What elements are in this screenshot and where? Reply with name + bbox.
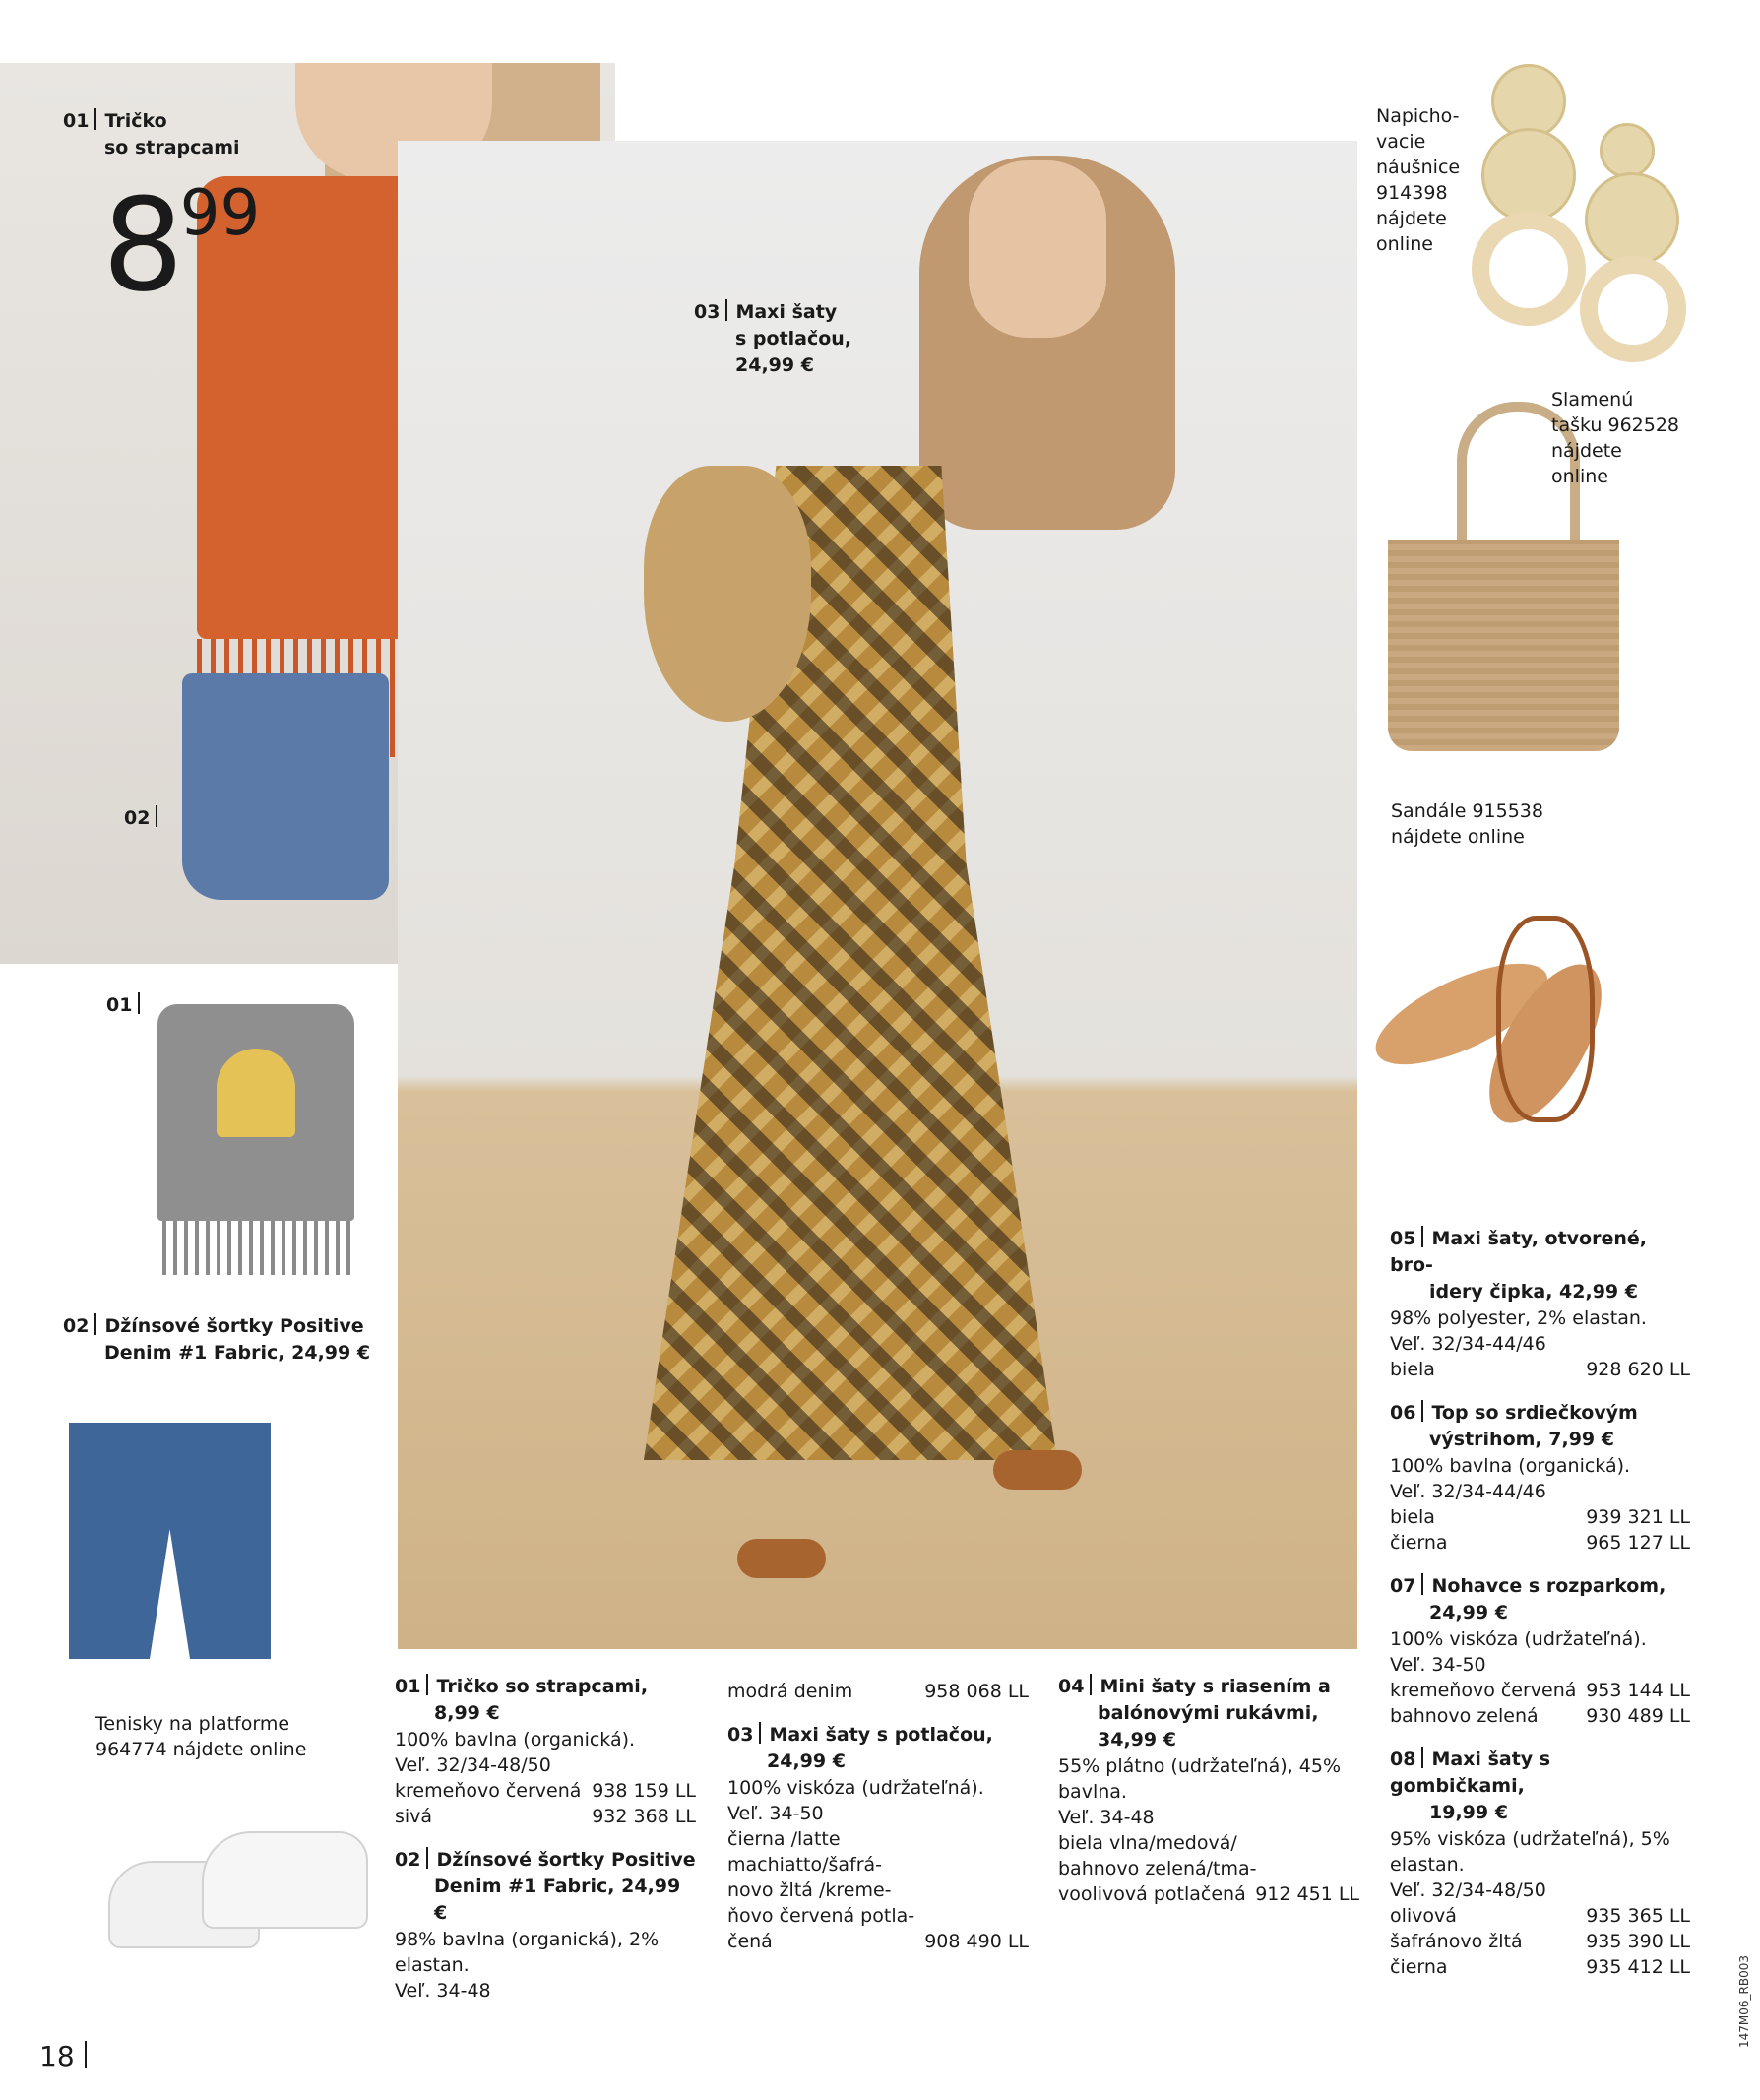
details-column-4 [1390, 1226, 1690, 1998]
color-row [1390, 1530, 1690, 1556]
product-material: 55% plátno (udržateľná), 45% [1058, 1755, 1342, 1777]
product-07 [1390, 1573, 1690, 1729]
product-title: Maxi šaty, otvorené, bro- [1390, 1228, 1647, 1276]
bag-body [1388, 540, 1619, 751]
product-material: 98% polyester, 2% elastan. [1390, 1307, 1647, 1329]
product-title: Nohavce s rozparkom, [1431, 1575, 1666, 1597]
color-name: modrá denim [727, 1681, 853, 1702]
product-title: Maxi šaty s gombičkami, [1390, 1749, 1551, 1797]
details-column-3 [1058, 1674, 1359, 1925]
color-line: biela vlna/medová/ [1058, 1832, 1237, 1854]
product-sizes: Veľ. 34-50 [727, 1803, 824, 1824]
tee-fringe [162, 1221, 354, 1275]
earring-disc [1585, 172, 1679, 267]
note-line: vacie [1376, 131, 1426, 153]
sandal-left [737, 1539, 826, 1578]
product-earrings [1472, 64, 1693, 359]
product-material: bavlna. [1058, 1781, 1127, 1803]
note-line: 914398 [1376, 182, 1448, 204]
product-number: 01 [395, 1676, 421, 1697]
separator [156, 805, 157, 827]
product-06 [1390, 1400, 1690, 1556]
color-code: 938 159 LL [592, 1780, 696, 1802]
product-sizes: Veľ. 34-50 [1390, 1654, 1486, 1676]
color-code: 953 144 LL [1586, 1680, 1690, 1701]
separator [1421, 1400, 1423, 1422]
note-line: nájdete [1376, 208, 1447, 229]
note-line: Slamenú [1551, 389, 1634, 411]
product-sizes: Veľ. 32/34-48/50 [1390, 1879, 1546, 1901]
sandal-right [993, 1450, 1082, 1490]
callout-denim-shorts [63, 1313, 370, 1367]
product-title: Top so srdiečkovým [1431, 1402, 1638, 1424]
color-row [395, 1778, 696, 1804]
note-line: nájdete online [1391, 826, 1525, 848]
separator [725, 299, 727, 321]
color-line: machiatto/šafrá- [727, 1854, 883, 1876]
big-price [102, 150, 261, 320]
price-cents: 99 [179, 177, 261, 250]
callout-number: 02 [124, 807, 151, 829]
product-material: 100% bavlna (organická). [1390, 1455, 1631, 1477]
color-name: čená [727, 1931, 773, 1952]
callout-number: 03 [694, 301, 721, 323]
product-number: 08 [1390, 1749, 1416, 1770]
product-price: Denim #1 Fabric, 24,99 € [434, 1876, 681, 1924]
callout-title: Tričko [104, 110, 167, 132]
product-sizes: Veľ. 32/34-44/46 [1390, 1333, 1546, 1355]
color-code: 930 489 LL [1586, 1705, 1690, 1727]
product-number: 04 [1058, 1676, 1085, 1697]
product-title: Džínsové šortky Positive [436, 1849, 696, 1871]
product-grey-fringe-tee [133, 994, 379, 1280]
earring-disc [1600, 123, 1655, 178]
product-number: 05 [1390, 1228, 1416, 1249]
product-number: 02 [395, 1849, 421, 1871]
product-05 [1390, 1226, 1690, 1382]
details-column-2 [727, 1679, 1029, 1972]
color-row [1390, 1357, 1690, 1382]
sandal-strap [1496, 916, 1595, 1122]
product-title: Tričko so strapcami, [436, 1676, 649, 1697]
color-line: čierna /latte [727, 1828, 841, 1850]
separator [1421, 1226, 1423, 1247]
separator [1090, 1674, 1092, 1695]
color-name: olivová [1390, 1905, 1457, 1927]
color-row [395, 1804, 696, 1829]
separator [94, 108, 96, 130]
color-name: kremeňovo červená [395, 1780, 582, 1802]
color-row [1390, 1903, 1690, 1929]
product-08 [1390, 1747, 1690, 1980]
callout-title: Maxi šaty [735, 301, 838, 323]
product-price: 8,99 € [434, 1702, 500, 1724]
product-number: 03 [727, 1724, 754, 1746]
product-price: idery čipka, 42,99 € [1429, 1281, 1638, 1303]
product-material: elastan. [395, 1954, 470, 1976]
color-row [727, 1679, 1029, 1704]
color-code: 928 620 LL [1586, 1359, 1690, 1380]
color-line: bahnovo zelená/tma- [1058, 1858, 1257, 1879]
color-code: 939 321 LL [1586, 1506, 1690, 1528]
callout-number: 01 [63, 110, 90, 132]
sandals-note [1391, 798, 1607, 850]
product-number: 06 [1390, 1402, 1416, 1424]
product-platform-sneakers [108, 1816, 369, 1969]
tee-print [217, 1049, 295, 1137]
separator [426, 1847, 428, 1869]
product-number: 07 [1390, 1575, 1416, 1597]
product-01 [395, 1674, 696, 1829]
callout-shorts [124, 805, 165, 832]
denim-shorts [182, 673, 389, 900]
note-line: Tenisky na platforme [95, 1713, 290, 1735]
product-price: 34,99 € [1098, 1729, 1176, 1750]
product-02-color [727, 1679, 1029, 1704]
product-03 [727, 1722, 1029, 1954]
color-code: 935 412 LL [1586, 1956, 1690, 1978]
color-code: 912 451 LL [1255, 1883, 1359, 1905]
product-title: Maxi šaty s potlačou, [769, 1724, 993, 1746]
color-name: čierna [1390, 1532, 1448, 1554]
product-sizes: Veľ. 34-48 [1058, 1807, 1155, 1828]
sneaker-right [202, 1831, 368, 1929]
color-name: voolivová potlačená [1058, 1883, 1246, 1905]
product-price: 24,99 € [767, 1750, 846, 1772]
color-name: biela [1390, 1506, 1435, 1528]
product-denim-shorts [61, 1418, 278, 1664]
photo-maxi-dress [398, 141, 1357, 1649]
color-row [1390, 1929, 1690, 1954]
separator [1421, 1747, 1423, 1768]
color-name: bahnovo zelená [1390, 1705, 1539, 1727]
color-row [1390, 1504, 1690, 1530]
callout-title-line2: so strapcami [104, 137, 240, 159]
product-material: elastan. [1390, 1854, 1465, 1876]
color-name: šafránovo žltá [1390, 1931, 1523, 1952]
page-number-value: 18 [39, 2040, 75, 2072]
separator [138, 992, 140, 1014]
separator [94, 1313, 96, 1335]
color-line: ňovo červená potla- [727, 1905, 915, 1927]
product-material: 98% bavlna (organická), 2% [395, 1929, 660, 1950]
color-row [1058, 1881, 1359, 1907]
color-name: sivá [395, 1806, 433, 1827]
product-price: výstrihom, 7,99 € [1429, 1429, 1614, 1450]
callout-number: 01 [106, 994, 133, 1016]
product-material: 95% viskóza (udržateľná), 5% [1390, 1828, 1670, 1850]
color-code: 908 490 LL [924, 1931, 1029, 1952]
note-line: 964774 nájdete online [95, 1739, 307, 1760]
note-line: online [1551, 466, 1608, 487]
callout-grey-tee [106, 992, 148, 1019]
callout-number: 02 [63, 1315, 90, 1337]
color-row [1390, 1678, 1690, 1703]
note-line: Napicho- [1376, 105, 1460, 127]
product-material: 100% viskóza (udržateľná). [727, 1777, 984, 1799]
color-name: čierna [1390, 1956, 1448, 1978]
color-row [727, 1929, 1029, 1954]
product-title: Mini šaty s riasením a [1100, 1676, 1331, 1697]
product-04 [1058, 1674, 1359, 1907]
color-code: 935 390 LL [1586, 1931, 1690, 1952]
color-code: 935 365 LL [1586, 1905, 1690, 1927]
note-line: náušnice [1376, 157, 1461, 178]
separator [85, 2041, 87, 2068]
bag-note [1551, 387, 1709, 489]
sneakers-note [95, 1711, 361, 1762]
product-sizes: Veľ. 34-48 [395, 1980, 491, 2002]
product-material: 100% bavlna (organická). [395, 1729, 636, 1750]
note-line: nájdete [1551, 440, 1622, 462]
color-row [1390, 1703, 1690, 1729]
callout-dress [694, 299, 851, 379]
callout-title-line2: Denim #1 Fabric, 24,99 € [104, 1342, 371, 1364]
callout-title-line2: s potlačou, [735, 328, 852, 350]
color-code: 965 127 LL [1586, 1532, 1690, 1554]
product-sizes: Veľ. 32/34-44/46 [1390, 1481, 1546, 1502]
product-price: 19,99 € [1429, 1802, 1508, 1823]
separator [426, 1674, 428, 1695]
note-line: Sandále 915538 [1391, 800, 1543, 822]
callout-price: 24,99 € [735, 354, 814, 376]
separator [1421, 1573, 1423, 1595]
product-02 [395, 1847, 696, 2004]
page-number [39, 2040, 94, 2073]
earring-ring [1580, 256, 1686, 362]
model-head [969, 160, 1106, 338]
product-material: 100% viskóza (udržateľná). [1390, 1628, 1647, 1650]
straw-bag [644, 466, 811, 722]
note-line: tašku 962528 [1551, 414, 1680, 436]
color-name: biela [1390, 1359, 1435, 1380]
callout-title: Džínsové šortky Positive [104, 1315, 364, 1337]
product-title-line2: balónovými rukávmi, [1098, 1702, 1319, 1724]
product-price: 24,99 € [1429, 1602, 1508, 1623]
price-main: 8 [102, 170, 180, 320]
separator [759, 1722, 761, 1744]
earring-disc [1481, 128, 1576, 223]
color-row [1390, 1954, 1690, 1980]
color-name: kremeňovo červená [1390, 1680, 1577, 1701]
color-code: 958 068 LL [924, 1681, 1029, 1702]
earrings-note [1376, 103, 1494, 257]
color-line: novo žltá /kreme- [727, 1879, 892, 1901]
note-line: online [1376, 233, 1433, 255]
color-code: 932 368 LL [592, 1806, 696, 1827]
denim-shorts-body [69, 1423, 271, 1659]
details-column-1 [395, 1674, 696, 2021]
product-sizes: Veľ. 32/34-48/50 [395, 1754, 551, 1776]
product-sandals [1358, 886, 1654, 1157]
catalog-code: 147M06_RB003 [1737, 1954, 1751, 2048]
